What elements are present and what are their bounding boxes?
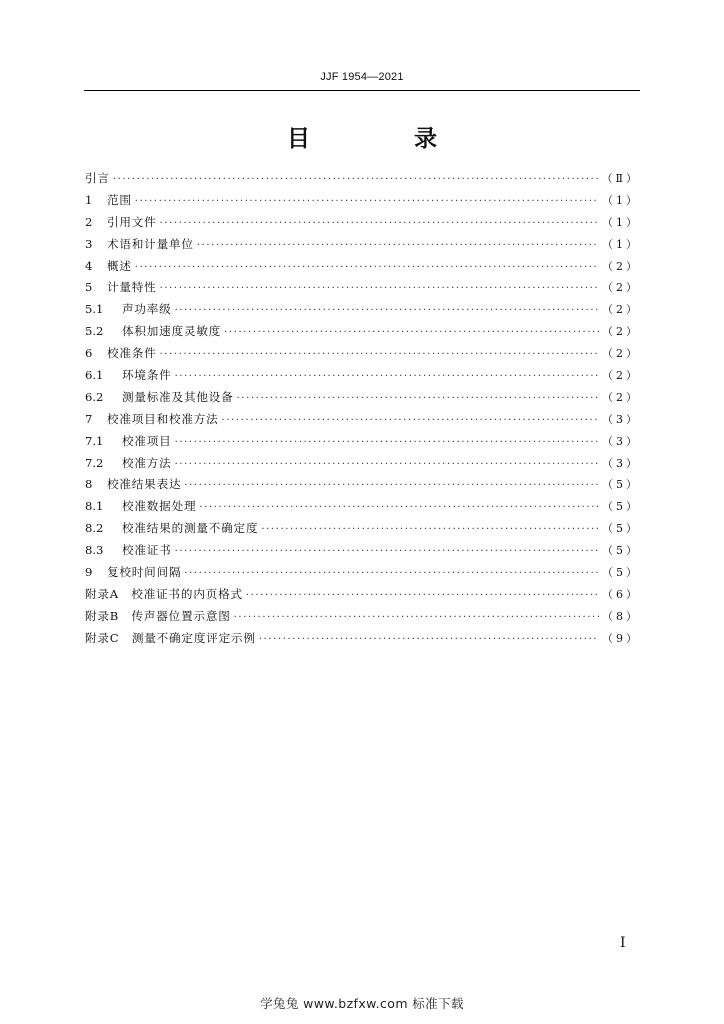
dot-leader (197, 235, 599, 257)
toc-entry[interactable] (85, 212, 640, 234)
toc-entry-label: 计量特性 (107, 280, 157, 295)
toc-entry-number: 6 (85, 346, 93, 361)
toc-entry-page: （5） (602, 544, 640, 558)
toc-entry-page: （2） (602, 303, 640, 317)
toc-entry-number: 1 (85, 192, 93, 207)
toc-entry-label: 复校时间间隔 (107, 565, 182, 580)
toc-entry-page: （3） (602, 434, 640, 448)
toc-entry-label: 环境条件 (122, 368, 172, 383)
dot-leader (224, 322, 599, 344)
toc-entry-number: 8.2 (85, 521, 104, 536)
toc-entry-page: （1） (602, 237, 640, 251)
toc-entry-label: 引言 (85, 171, 110, 185)
dot-leader (184, 563, 599, 585)
dot-leader (160, 213, 599, 235)
toc-entry[interactable] (85, 496, 640, 518)
toc-entry-label: 附录B 传声器位置示意图 (85, 608, 231, 623)
toc-entry-label: 校准条件 (107, 346, 157, 361)
toc-entry-page: （3） (602, 412, 640, 426)
toc-entry-page: （1） (602, 215, 640, 229)
toc-entry-page: （2） (602, 325, 640, 339)
toc-entry[interactable] (85, 387, 640, 409)
toc-entry[interactable] (85, 431, 640, 453)
toc-entry[interactable] (85, 168, 640, 190)
toc-entry[interactable] (85, 277, 640, 299)
toc-entry-label: 声功率级 (122, 302, 172, 317)
toc-entry-label: 体积加速度灵敏度 (122, 324, 222, 339)
toc-entry[interactable] (85, 628, 640, 650)
toc-entry-number: 8 (85, 477, 93, 492)
toc-entry-number: 7 (85, 411, 93, 426)
toc-entry-page: （9） (602, 631, 640, 645)
toc-entry-page: （2） (602, 390, 640, 404)
toc-entry[interactable] (85, 584, 640, 606)
header-code: JJF 1954—2021 (320, 71, 404, 83)
toc-entry-label: 附录C 测量不确定度评定示例 (85, 630, 256, 645)
toc-entry[interactable] (85, 474, 640, 496)
toc-entry[interactable] (85, 343, 640, 365)
toc-entry[interactable] (85, 409, 640, 431)
toc-entry-number: 8.3 (85, 543, 104, 558)
dot-leader (175, 366, 599, 388)
toc-entry-number: 3 (85, 236, 93, 251)
toc-entry-label: 校准项目 (122, 433, 172, 448)
dot-leader (135, 257, 599, 279)
dot-leader (160, 278, 599, 300)
toc-entry-label: 引用文件 (107, 214, 157, 229)
dot-leader (175, 454, 599, 476)
dot-leader (199, 497, 599, 519)
toc-entry-number: 8.1 (85, 499, 104, 514)
toc-entry[interactable] (85, 190, 640, 212)
toc-entry-page: （1） (602, 193, 640, 207)
toc-entry-page: （5） (602, 478, 640, 492)
toc-entry-number: 7.1 (85, 433, 104, 448)
dot-leader (184, 475, 599, 497)
dot-leader (175, 541, 599, 563)
toc-entry[interactable] (85, 256, 640, 278)
toc-entry[interactable] (85, 365, 640, 387)
toc-entry-page: （3） (602, 456, 640, 470)
table-of-contents (85, 168, 640, 650)
dot-leader (113, 169, 599, 191)
toc-entry-number: 5 (85, 280, 93, 295)
toc-entry-label: 附录A 校准证书的内页格式 (85, 586, 243, 601)
toc-entry-number: 6.1 (85, 368, 104, 383)
page-number: I (620, 935, 626, 951)
toc-entry-label: 概述 (107, 258, 132, 273)
dot-leader (135, 191, 599, 213)
toc-entry-page: （8） (602, 609, 640, 623)
dot-leader (160, 344, 599, 366)
toc-entry-page: （Ⅱ） (601, 172, 640, 185)
dot-leader (234, 607, 599, 629)
toc-entry-number: 4 (85, 258, 93, 273)
dot-leader (175, 432, 599, 454)
toc-entry-label: 校准数据处理 (122, 499, 197, 514)
toc-entry[interactable] (85, 606, 640, 628)
dot-leader (237, 388, 599, 410)
footer-watermark: 学兔兔 www.bzfxw.com 标准下载 (260, 996, 464, 1011)
toc-entry[interactable] (85, 518, 640, 540)
toc-entry-page: （2） (602, 281, 640, 295)
toc-entry-label: 测量标准及其他设备 (122, 389, 234, 404)
page-title: 目 录 (286, 125, 485, 152)
toc-entry[interactable] (85, 562, 640, 584)
toc-entry-label: 校准结果的测量不确定度 (122, 521, 259, 536)
toc-entry[interactable] (85, 321, 640, 343)
toc-entry-number: 7.2 (85, 455, 104, 470)
toc-entry-page: （6） (602, 587, 640, 601)
toc-entry-label: 术语和计量单位 (107, 236, 194, 251)
toc-entry-number: 5.1 (85, 302, 104, 317)
toc-entry-page: （2） (602, 347, 640, 361)
dot-leader (246, 585, 599, 607)
toc-entry[interactable] (85, 540, 640, 562)
toc-entry-page: （2） (602, 369, 640, 383)
dot-leader (222, 410, 599, 432)
toc-entry-number: 6.2 (85, 389, 104, 404)
toc-entry-page: （2） (602, 259, 640, 273)
toc-entry-label: 校准证书 (122, 543, 172, 558)
toc-entry-number: 2 (85, 214, 93, 229)
toc-entry-label: 校准结果表达 (107, 477, 182, 492)
toc-entry[interactable] (85, 234, 640, 256)
toc-entry-label: 校准方法 (122, 455, 172, 470)
toc-entry-label: 范围 (107, 192, 132, 207)
dot-leader (261, 519, 599, 541)
toc-entry-page: （5） (602, 500, 640, 514)
toc-entry-page: （5） (602, 522, 640, 536)
dot-leader (175, 300, 599, 322)
toc-entry[interactable] (85, 453, 640, 475)
toc-entry-label: 校准项目和校准方法 (107, 411, 219, 426)
dot-leader (259, 629, 599, 651)
toc-entry-number: 9 (85, 565, 93, 580)
toc-entry[interactable] (85, 299, 640, 321)
toc-entry-number: 5.2 (85, 324, 104, 339)
toc-entry-page: （5） (602, 566, 640, 580)
header-rule (84, 90, 640, 91)
